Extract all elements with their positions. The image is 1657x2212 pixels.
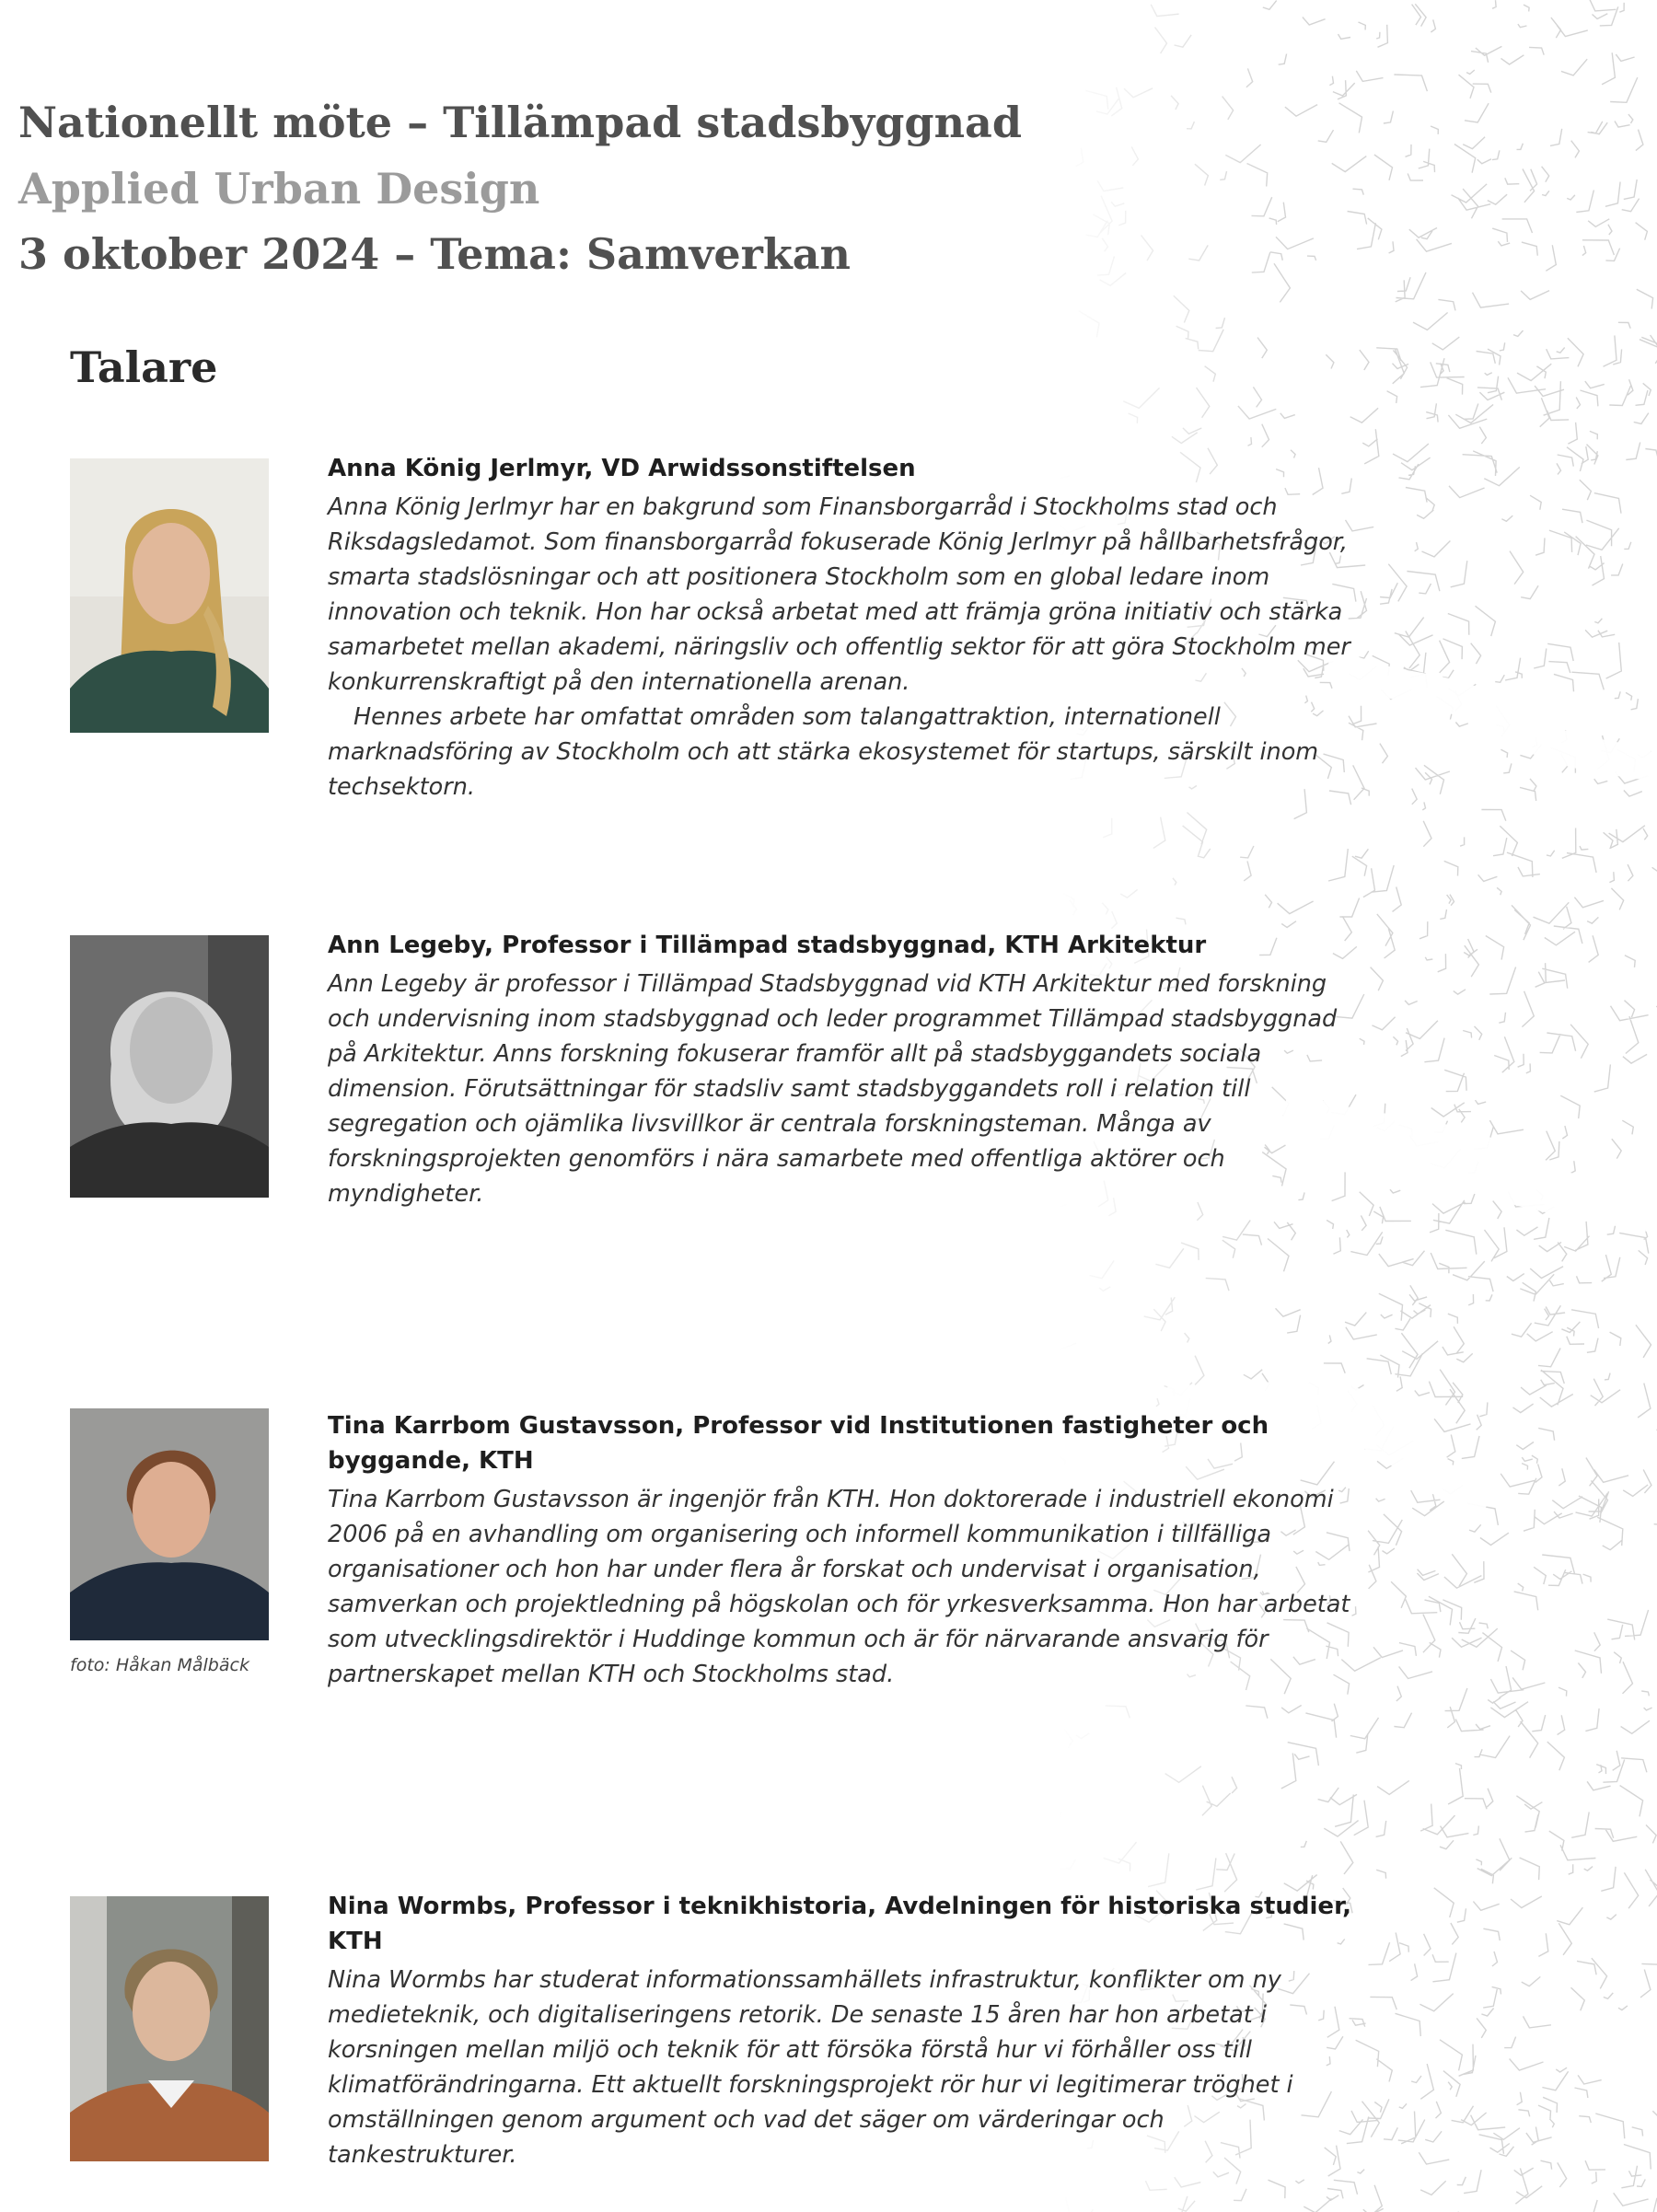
speaker-photo-anna-konig-jerlmyr	[70, 458, 269, 733]
speaker-name: Anna König Jerlmyr, VD Arwidssonstiftelsen	[328, 455, 916, 482]
event-title: Nationellt möte – Tillämpad stadsbyggnad	[18, 98, 1023, 147]
event-date-theme: 3 oktober 2024 – Tema: Samverkan	[18, 229, 851, 279]
speaker-photo-tina-karrbom-gustavsson	[70, 1408, 269, 1640]
speaker-bio: Ann Legeby är professor i Tillämpad Stadsbyggnad vid KTH Arkitektur med forskning och undervisning inom stadsbyggnad och leder programmet Tillämpad stadsbyggnad på Arkitektur. Anns forskning fokuserar framför allt på stadsbyggandets sociala dimension. Förutsättningar för stadsliv samt stadsbyggandets roll i relation till segregation och ojämlika livsvillkor är centrala forskningsteman. Många av forskningsprojekten genomförs i nära samarbete med offentliga aktörer och myndigheter.	[328, 970, 1338, 1208]
speaker-bio: Tina Karrbom Gustavsson är ingenjör från KTH. Hon doktorerade i industriell ekonomi 2006 på en avhandling om organisering och informell kommunikation i tillfälliga organisationer och hon har under flera år forskat och undervisat i organisation, samverkan och projektledning på högskolan och för yrkesverksamma. Hon har arbetat som utvecklingsdirektör i Huddinge kommun och är för närvarande ansvarig för partnerskapet mellan KTH och Stockholms stad.	[328, 1486, 1350, 1688]
speaker-name: Tina Karrbom Gustavsson, Professor vid Institutionen fastigheter och byggande, KTH	[328, 1412, 1269, 1475]
speaker-entry-2	[328, 928, 1351, 1211]
section-title-speakers: Talare	[70, 342, 218, 392]
speaker-photo-ann-legeby	[70, 935, 269, 1198]
speaker-bio-continued: Hennes arbete har omfattat områden som talangattraktion, internationell marknadsföring av Stockholm och att stärka ekosystemet för startups, särskilt inom techsektorn.	[328, 703, 1319, 801]
speaker-photo-nina-wormbs	[70, 1896, 269, 2161]
speaker-entry-4	[328, 1889, 1351, 2172]
photo-credit: foto: Håkan Målbäck	[70, 1655, 249, 1675]
speaker-name: Ann Legeby, Professor i Tillämpad stadsbyggnad, KTH Arkitektur	[328, 932, 1207, 959]
speaker-bio: Anna König Jerlmyr har en bakgrund som Finansborgarråd i Stockholms stad och Riksdagsledamot. Som finansborgarråd fokuserade König Jerlmyr på hållbarhetsfrågor, smarta stadslösningar och att positionera Stockholm som en global ledare inom innovation och teknik. Hon har också arbetat med att främja gröna initiativ och stärka samarbetet mellan akademi, näringsliv och offentlig sektor för att göra Stockholm mer konkurrenskraftigt på den internationella arenan.	[328, 493, 1350, 696]
speaker-bio: Nina Wormbs har studerat informationssamhällets infrastruktur, konflikter om ny medieteknik, och digitaliseringens retorik. De senaste 15 åren har hon arbetat i korsningen mellan miljö och teknik för att försöka förstå hur vi förhåller oss till klimatförändringarna. Ett aktuellt forskningsprojekt rör hur vi legitimerar tröghet i omställningen genom argument och vad det säger om värderingar och tankestrukturer.	[328, 1966, 1293, 2169]
speaker-name: Nina Wormbs, Professor i teknikhistoria, Avdelningen för historiska studier, KTH	[328, 1893, 1351, 1955]
speaker-entry-3	[328, 1408, 1351, 1692]
event-subtitle: Applied Urban Design	[18, 164, 540, 214]
speaker-entry-1	[328, 451, 1351, 805]
